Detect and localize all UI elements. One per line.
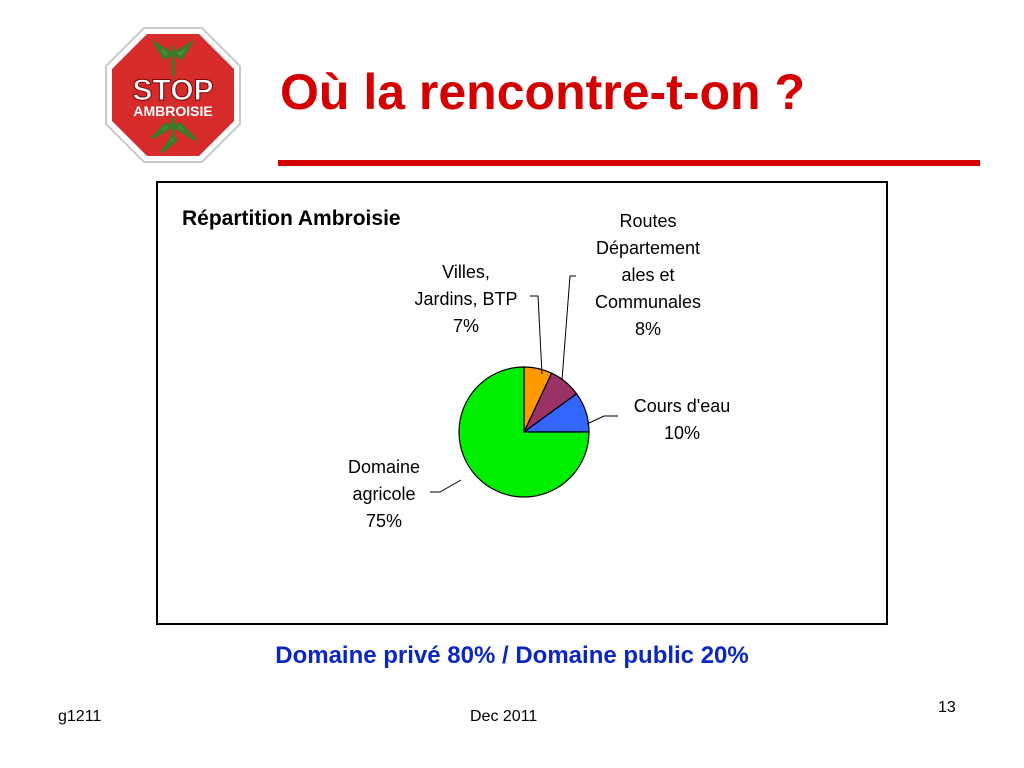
slice-label-line: ales et xyxy=(621,265,675,285)
slice-label-line: 8% xyxy=(634,319,662,339)
pie-chart xyxy=(158,183,886,623)
footer-author: g1211 xyxy=(58,708,102,725)
ownership-summary: Domaine privé 80% / Domaine public 20% xyxy=(275,642,749,669)
slice-label-line: 10% xyxy=(663,423,701,443)
leader-line-4 xyxy=(430,480,461,492)
slice-label-2 xyxy=(595,211,701,339)
slice-label-line: Routes xyxy=(619,211,677,231)
logo-ambroisie-text: AMBROISIE xyxy=(133,103,213,119)
pie-chart-frame xyxy=(156,181,888,625)
logo-stop-text: STOP xyxy=(132,74,214,107)
slice-label-line: Département xyxy=(595,238,701,258)
title-underline xyxy=(278,160,980,166)
slice-label-line: Villes, xyxy=(442,262,490,282)
leader-line-1 xyxy=(530,296,542,374)
leader-line-2 xyxy=(562,276,576,380)
leader-line-3 xyxy=(587,416,618,424)
pie-slices xyxy=(459,367,589,497)
chart-title: Répartition Ambroisie xyxy=(182,207,401,230)
page-number: 13 xyxy=(938,699,956,716)
slice-label-4 xyxy=(348,457,420,531)
slice-label-line: 7% xyxy=(452,316,480,336)
stop-ambroisie-logo xyxy=(104,26,242,164)
slice-label-line: Jardins, BTP xyxy=(414,289,518,309)
footer-date: Dec 2011 xyxy=(470,708,538,725)
slice-label-1 xyxy=(414,262,517,336)
slice-label-line: Domaine xyxy=(347,457,421,477)
slice-label-line: 75% xyxy=(365,511,403,531)
slice-label-line: Communales xyxy=(594,292,702,312)
slice-label-line: agricole xyxy=(352,484,416,504)
slide-title: Où la rencontre-t-on ? xyxy=(280,64,805,120)
slice-label-3 xyxy=(634,396,731,443)
slice-label-line: Cours d'eau xyxy=(633,396,731,416)
